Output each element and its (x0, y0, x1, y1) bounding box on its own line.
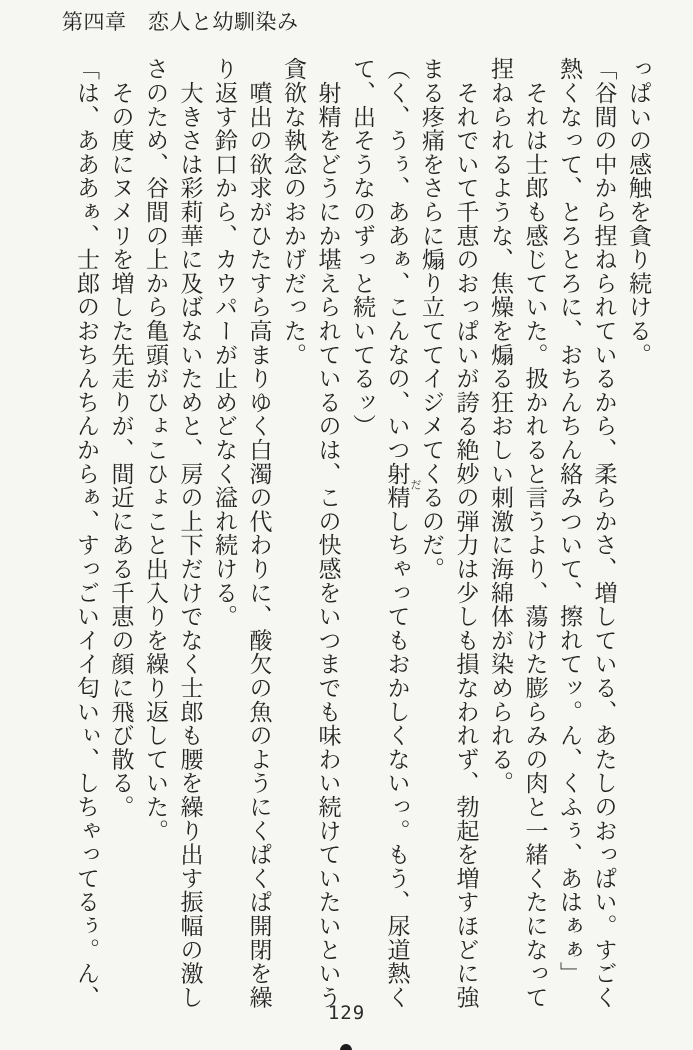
text-column: 「谷間の中から捏ねられているから、柔らかさ、増している、あたしのおっぱい。すごく (591, 57, 617, 1009)
text-column: 捏ねられるような、焦燥を煽る狂おしい刺激に海綿体が染められる。 (488, 57, 513, 795)
text-column: っぱいの感触を貪り続ける。 (626, 57, 651, 367)
text-column: それでいて千恵のおっぱいが誇る絶妙の弾力は少しも損なわれず、勃起を増すほどに強 (453, 57, 479, 1009)
text-column: 「は、あああぁ、士郎のおちんちんからぁ、すっごいイイ匂いぃ、しちゃってるぅ。ん、 (74, 57, 99, 1009)
bottom-edge-mark (340, 1044, 352, 1050)
furigana-annotation: だ (409, 479, 421, 490)
text-body (69, 57, 656, 1011)
text-column: 貪欲な執念のおかげだった。 (281, 57, 306, 367)
text-column: り返す鈴口から、カウパーが止めどなく溢れ続ける。 (212, 57, 237, 629)
text-column: さのため、谷間の上から亀頭がひょこひょこと出入りを繰り返していた。 (143, 57, 168, 843)
chapter-header: 第四章 恋人と幼馴染み (62, 10, 299, 34)
page-number: 129 (327, 1002, 366, 1024)
text-column: て、出そうなのずっと続いてるッ） (350, 57, 375, 438)
text-column: 噴出の欲求がひたすら高まりゆく白濁の代わりに、酸欠の魚のようにくぱくぱ開閉を繰 (246, 57, 272, 1009)
text-column: （く、うぅ、ああぁ、こんなの、いつ射精しちゃってもおかしくないっ。もう、尿道熱く (384, 57, 410, 1009)
text-column: 大きさは彩莉華に及ばないためと、房の上下だけでなく士郎も腰を繰り出す振幅の激し (177, 57, 203, 1009)
text-column: 熱くなって、とろとろに、おちんちん絡みついて、擦れてッ。ん、くふぅ、あはぁぁ」 (557, 57, 582, 986)
text-column: まる疼痛をさらに煽り立ててイジメてくるのだ。 (419, 57, 444, 581)
text-column: それは士郎も感じていた。扱かれると言うより、蕩けた膨らみの肉と一緒くたになって (522, 57, 548, 1009)
text-column: その度にヌメリを増した先走りが、間近にある千恵の顔に飛び散る。 (108, 57, 134, 819)
text-column: 射精をどうにか堪えられているのは、この快感をいつまでも味わい続けていたいという (315, 57, 341, 1009)
